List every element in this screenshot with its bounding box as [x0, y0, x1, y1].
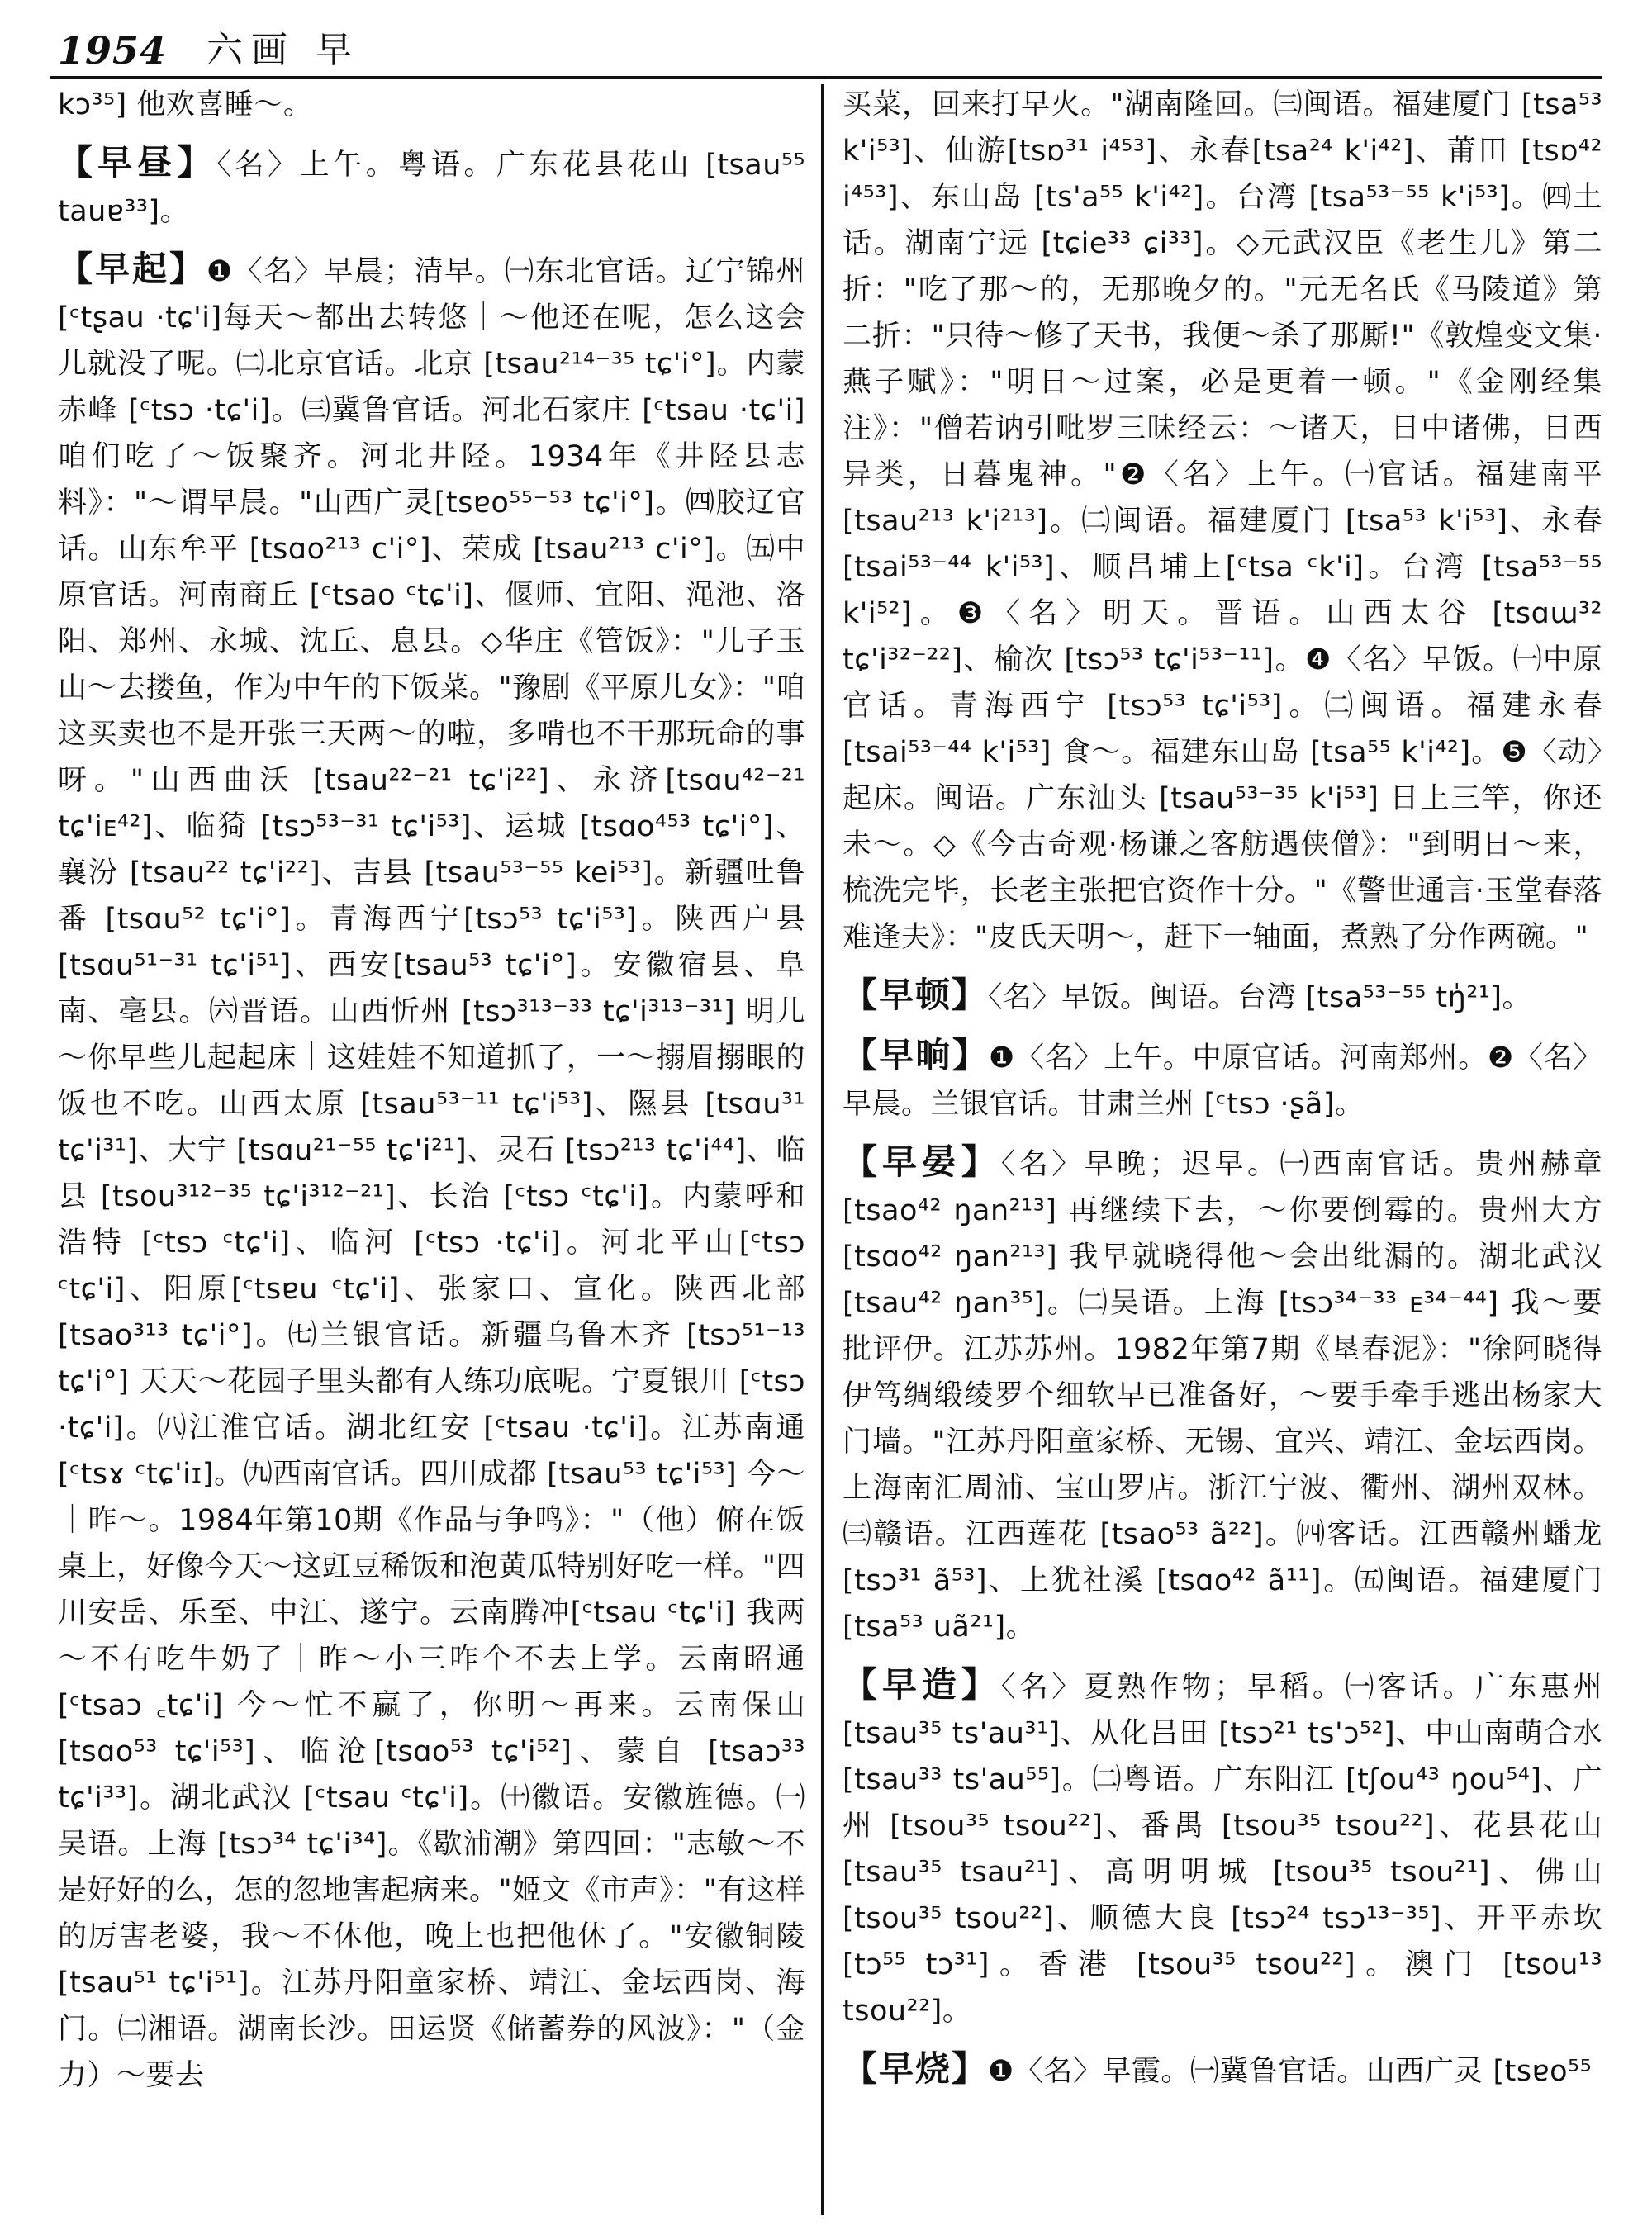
- entry-body: kɔ³⁵] 他欢喜睡～。: [58, 88, 313, 121]
- entry-body: 〈名〉早晚；迟早。㈠西南官话。贵州赫章 [tsao⁴² ŋan²¹³] 再继续下去，～你要倒霉的。贵州大方 [tsɑo⁴² ŋan²¹³] 我早就晓得他～会出纰漏的。湖北武汉 [tsau⁴² ŋan³⁵]。㈡吴语。上海 [tsɔ³⁴⁻³³ ᴇ³⁴⁻⁴⁴] 我～要批评伊。江苏苏州。1982年第7期《垦春泥》："徐阿晓得伊笃绸缎绫罗个细软早已准备好，～要手牵手逃出杨家大门墙。"江苏丹阳童家桥、无锡、宜兴、靖江、金坛西岗。上海南汇周浦、宝山罗店。浙江宁波、衢州、湖州双林。㈢赣语。江西莲花 [tsao⁵³ ã²²]。㈣客话。江西赣州蟠龙 [tsɔ³¹ ã⁵³]、上犹社溪 [tsɑo⁴² ã¹¹]。㈤闽语。福建厦门 [tsa⁵³ uã²¹]。: [843, 1148, 1602, 1644]
- entry-headword: 【早起】: [58, 249, 206, 289]
- entry-headword: 【早晏】: [843, 1141, 1001, 1182]
- entry-paragraph: [58, 140, 805, 235]
- column-divider: [821, 84, 824, 2215]
- section-label: 六画 早: [206, 29, 361, 71]
- entry-body: ❶〈名〉上午。中原官话。河南郑州。❷〈名〉早晨。兰银官话。甘肃兰州 [ᶜtsɔ ·ʂã]。: [843, 1041, 1602, 1121]
- entry-body: ❶〈名〉早晨；清早。㈠东北官话。辽宁锦州 [ᶜtʂau ·tɕ'i]每天～都出去转悠｜～他还在呢，怎么这会儿就没了呢。㈡北京官话。北京 [tsau²¹⁴⁻³⁵ tɕ'i°]。内蒙赤峰 [ᶜtsɔ ·tɕ'i]。㈢冀鲁官话。河北石家庄 [ᶜtsau ·tɕ'i]咱们吃了～饭聚齐。河北井陉。1934年《井陉县志料》："～谓早晨。"山西广灵[tsɐo⁵⁵⁻⁵³ tɕ'i°]。㈣胶辽官话。山东牟平 [tsɑo²¹³ c'i°]、荣成 [tsau²¹³ c'i°]。㈤中原官话。河南商丘 [ᶜtsao ᶜtɕ'i]、偃师、宜阳、渑池、洛阳、郑州、永城、沈丘、息县。◇华庄《管饭》："儿子玉山～去搂鱼，作为中午的下饭菜。"豫剧《平原儿女》："咱这买卖也不是开张三天两～的啦，多啃也不干那玩命的事呀。"山西曲沃 [tsau²²⁻²¹ tɕ'i²²]、永济[tsɑu⁴²⁻²¹ tɕ'iᴇ⁴²]、临猗 [tsɔ⁵³⁻³¹ tɕ'i⁵³]、运城 [tsɑo⁴⁵³ tɕ'i°]、襄汾 [tsau²² tɕ'i²²]、吉县 [tsau⁵³⁻⁵⁵ kei⁵³]。新疆吐鲁番 [tsɑu⁵² tɕ'i°]。青海西宁[tsɔ⁵³ tɕ'i⁵³]。陕西户县[tsɑu⁵¹⁻³¹ tɕ'i⁵¹]、西安[tsau⁵³ tɕ'i°]。安徽宿县、阜南、亳县。㈥晋语。山西忻州 [tsɔ³¹³⁻³³ tɕ'i³¹³⁻³¹] 明儿～你早些儿起起床｜这娃娃不知道抓了，一～搦眉搦眼的饭也不吃。山西太原 [tsau⁵³⁻¹¹ tɕ'i⁵³]、隰县 [tsɑu³¹ tɕ'i³¹]、大宁 [tsɑu²¹⁻⁵⁵ tɕ'i²¹]、灵石 [tsɔ²¹³ tɕ'i⁴⁴]、临县 [tsou³¹²⁻³⁵ tɕ'i³¹²⁻²¹]、长治 [ᶜtsɔ ᶜtɕ'i]。内蒙呼和浩特 [ᶜtsɔ ᶜtɕ'i]、临河 [ᶜtsɔ ·tɕ'i]。河北平山[ᶜtsɔ ᶜtɕ'i]、阳原[ᶜtsɐu ᶜtɕ'i]、张家口、宣化。陕西北部 [tsao³¹³ tɕ'i°]。㈦兰银官话。新疆乌鲁木齐 [tsɔ⁵¹⁻¹³ tɕ'i°] 天天～花园子里头都有人练功底呢。宁夏银川 [ᶜtsɔ ·tɕ'i]。㈧江淮官话。湖北红安 [ᶜtsau ·tɕ'i]。江苏南通 [ᶜtsɤ ᶜtɕ'iɪ]。㈨西南官话。四川成都 [tsau⁵³ tɕ'i⁵³] 今～｜昨～。1984年第10期《作品与争鸣》："（他）俯在饭桌上，好像今天～这豇豆稀饭和泡黄瓜特别好吃一样。"四川安岳、乐至、中江、遂宁。云南腾冲[ᶜtsau ᶜtɕ'i] 我两～不有吃牛奶了｜昨～小三咋个不去上学。云南昭通 [ᶜtsaɔ ꜀tɕ'i] 今～忙不赢了，你明～再来。云南保山[tsɑo⁵³ tɕ'i⁵³]、临沧[tsɑo⁵³ tɕ'i⁵²]、蒙自 [tsaɔ³³ tɕ'i³³]。湖北武汉 [ᶜtsau ᶜtɕ'i]。㈩徽语。安徽旌德。㈠吴语。上海 [tsɔ³⁴ tɕ'i³⁴]。《歇浦潮》第四回："志敏～不是好好的么，怎的忽地害起病来。"姬文《市声》："有这样的厉害老婆，我～不休他，晚上也把他休了。"安徽铜陵[tsau⁵¹ tɕ'i⁵¹]。江苏丹阳童家桥、靖江、金坛西岗、海门。㈡湘语。湖南长沙。田运贤《储蓄券的风波》："（金力）～要去: [58, 255, 805, 2092]
- entry-paragraph: [843, 972, 1602, 1021]
- entry-paragraph: [58, 246, 805, 2099]
- entry-headword: 【早昼】: [58, 142, 217, 183]
- right-column: [843, 79, 1602, 2106]
- entry-headword: 【早造】: [843, 1664, 1001, 1705]
- entry-paragraph: [843, 1139, 1602, 1650]
- entry-paragraph: [843, 79, 1602, 961]
- entry-paragraph: [58, 79, 805, 128]
- entry-headword: 【早烧】: [843, 2048, 989, 2089]
- entry-headword: 【早顿】: [843, 975, 989, 1015]
- entry-paragraph: [843, 1032, 1602, 1127]
- entry-paragraph: [843, 1662, 1602, 2034]
- entry-body: ❶〈名〉早霞。㈠冀鲁官话。山西广灵 [tsɐo⁵⁵: [988, 2055, 1593, 2088]
- entry-body: 〈名〉上午。粤语。广东花县花山 [tsau⁵⁵ tauɐ³³]。: [58, 149, 805, 228]
- entry-headword: 【早晌】: [843, 1035, 989, 1075]
- entry-body: 买菜，回来打早火。"湖南隆回。㈢闽语。福建厦门 [tsa⁵³ k'i⁵³]、仙游[tsɒ³¹ i⁴⁵³]、永春[tsa²⁴ k'i⁴²]、莆田 [tsɒ⁴² i⁴⁵³]、东山岛 [ts'a⁵⁵ k'i⁴²]。台湾 [tsa⁵³⁻⁵⁵ k'i⁵³]。㈣土话。湖南宁远 [tɕie³³ ɕi³³]。◇元武汉臣《老生儿》第二折："吃了那～的，无那晚夕的。"元无名氏《马陵道》第二折："只待～修了天书，我便～杀了那厮!"《敦煌变文集·燕子赋》："明日～过案，必是更着一顿。"《金刚经集注》："僧若讷引毗罗三昧经云：～诸天，日中诸佛，日西异类，日暮鬼神。"❷〈名〉上午。㈠官话。福建南平 [tsau²¹³ k'i²¹³]。㈡闽语。福建厦门 [tsa⁵³ k'i⁵³]、永春 [tsai⁵³⁻⁴⁴ k'i⁵³]、顺昌埔上[ᶜtsa ᶜk'i]。台湾 [tsa⁵³⁻⁵⁵ k'i⁵²]。❸〈名〉明天。晋语。山西太谷 [tsɑɯ³² tɕ'i³²⁻²²]、榆次 [tsɔ⁵³ tɕ'i⁵³⁻¹¹]。❹〈名〉早饭。㈠中原官话。青海西宁 [tsɔ⁵³ tɕ'i⁵³]。㈡闽语。福建永春[tsai⁵³⁻⁴⁴ k'i⁵³] 食～。福建东山岛 [tsa⁵⁵ k'i⁴²]。❺〈动〉起床。闽语。广东汕头 [tsau⁵³⁻³⁵ k'i⁵³] 日上三竿，你还未～。◇《今古奇观·杨谦之客舫遇侠僧》："到明日～来，梳洗完毕，长老主张把官资作十分。"《警世通言·玉堂春落难逢夫》："皮氏天明～，赶下一轴面，煮熟了分作两碗。": [843, 88, 1602, 954]
- entry-body: 〈名〉早饭。闽语。台湾 [tsa⁵³⁻⁵⁵ tŋ̍²¹]。: [988, 981, 1532, 1014]
- page-header: [58, 20, 1602, 73]
- entry-paragraph: [843, 2046, 1602, 2095]
- left-column: [58, 79, 805, 2110]
- entry-body: 〈名〉夏熟作物；早稻。㈠客话。广东惠州[tsau³⁵ ts'au³¹]、从化吕田 [tsɔ²¹ ts'ɔ⁵²]、中山南萌合水 [tsau³³ ts'au⁵⁵]。㈡粤语。广东阳江 [tʃou⁴³ ŋou⁵⁴]、广州 [tsou³⁵ tsou²²]、番禺 [tsou³⁵ tsou²²]、花县花山 [tsau³⁵ tsau²¹]、高明明城 [tsou³⁵ tsou²¹]、佛山 [tsou³⁵ tsou²²]、顺德大良 [tsɔ²⁴ tsɔ¹³⁻³⁵]、开平赤坎 [tɔ⁵⁵ tɔ³¹]。香港 [tsou³⁵ tsou²²]。澳门 [tsou¹³ tsou²²]。: [843, 1671, 1602, 2028]
- page-number: 1954: [58, 28, 168, 73]
